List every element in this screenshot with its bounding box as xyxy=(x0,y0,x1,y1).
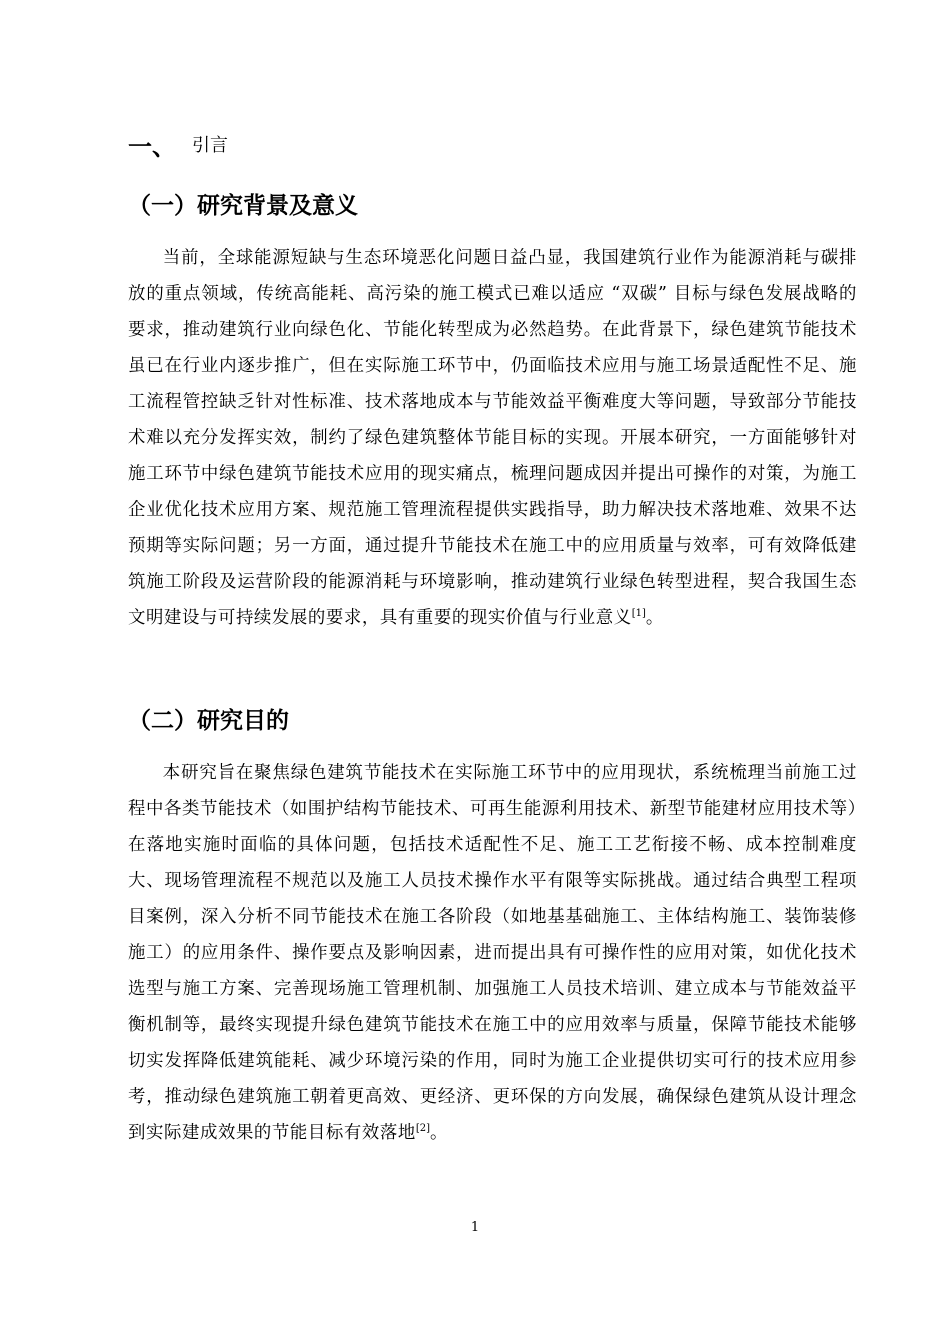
paragraph-background-text: 当前，全球能源短缺与生态环境恶化问题日益凸显，我国建筑行业作为能源消耗与碳排放的重点领域，传统高能耗、高污染的施工模式已难以适应 “双碳” 目标与绿色发展战略的要求，推动建筑行业向绿色化、节能化转型成为必然趋势。在此背景下，绿色建筑节能技术虽已在行业内逐步推广，但在实际施工环节中，仍面临技术应用与施工场景适配性不足、施工流程管控缺乏针对性标准、技术落地成本与节能效益平衡难度大等问题，导致部分节能技术难以充分发挥实效，制约了绿色建筑整体节能目标的实现。开展本研究，一方面能够针对施工环节中绿色建筑节能技术应用的现实痛点，梳理问题成因并提出可操作的对策，为施工企业优化技术应用方案、规范施工管理流程提供实践指导，助力解决技术落地难、效果不达预期等实际问题；另一方面，通过提升节能技术在施工中的应用质量与效率，可有效降低建筑施工阶段及运营阶段的能源消耗与环境影响，推动建筑行业绿色转型进程，契合我国生态文明建设与可持续发展的要求，具有重要的现实价值与行业意义 xyxy=(128,248,857,628)
paragraph-end-punct: 。 xyxy=(430,1123,449,1143)
chapter-heading xyxy=(128,126,228,162)
section-heading-purpose: （二）研究目的 xyxy=(128,708,289,734)
chapter-number: 一、 xyxy=(128,132,176,161)
chapter-title: 引言 xyxy=(192,135,228,156)
page-number: 1 xyxy=(470,1220,480,1235)
paragraph-purpose xyxy=(128,755,857,1151)
citation-marker[interactable]: [2] xyxy=(415,1123,431,1135)
paragraph-end-punct: 。 xyxy=(645,608,664,628)
section-heading-background: （一）研究背景及意义 xyxy=(128,193,358,219)
citation-marker[interactable]: [1] xyxy=(631,608,646,620)
paragraph-purpose-text: 本研究旨在聚焦绿色建筑节能技术在实际施工环节中的应用现状，系统梳理当前施工过程中各类节能技术（如围护结构节能技术、可再生能源利用技术、新型节能建材应用技术等）在落地实施时面临的具体问题，包括技术适配性不足、施工工艺衔接不畅、成本控制难度大、现场管理流程不规范以及施工人员技术操作水平有限等实际挑战。通过结合典型工程项目案例，深入分析不同节能技术在施工各阶段（如地基基础施工、主体结构施工、装饰装修施工）的应用条件、操作要点及影响因素，进而提出具有可操作性的应用对策，如优化技术选型与施工方案、完善现场施工管理机制、加强施工人员技术培训、建立成本与节能效益平衡机制等，最终实现提升绿色建筑节能技术在施工中的应用效率与质量，保障节能技术能够切实发挥降低建筑能耗、减少环境污染的作用，同时为施工企业提供切实可行的技术应用参考，推动绿色建筑施工朝着更高效、更经济、更环保的方向发展，确保绿色建筑从设计理念到实际建成效果的节能目标有效落地 xyxy=(128,763,857,1143)
paragraph-background xyxy=(128,240,857,636)
